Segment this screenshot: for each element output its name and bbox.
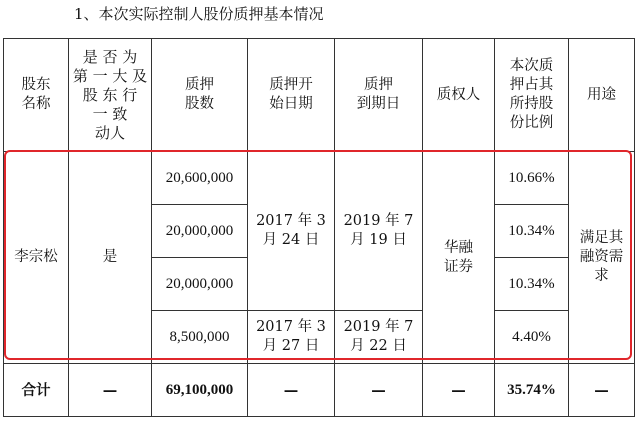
header-end-date: 质押 到期日 (335, 39, 423, 152)
header-row (4, 39, 635, 152)
ratio-cell: 10.34% (495, 258, 569, 311)
shares-cell: 8,500,000 (152, 311, 248, 364)
section-heading: 1、本次实际控制人股份质押基本情况 (74, 5, 324, 23)
total-row (4, 364, 635, 417)
header-pledgee: 质权人 (423, 39, 495, 152)
table-row (4, 152, 635, 205)
total-end-date: — (335, 364, 423, 417)
is-controller-cell: 是 (69, 152, 152, 364)
ratio-cell: 4.40% (495, 311, 569, 364)
pledge-table (3, 38, 635, 417)
total-label: 合计 (4, 364, 69, 417)
total-purpose: — (569, 364, 635, 417)
purpose-cell: 满足其 融资需 求 (569, 152, 635, 364)
header-shareholder: 股东 名称 (4, 39, 69, 152)
header-ratio: 本次质 押占其 所持股 份比例 (495, 39, 569, 152)
start-date-cell: 2017 年 3 月 27 日 (248, 311, 335, 364)
total-ratio: 35.74% (495, 364, 569, 417)
total-pledgee: — (423, 364, 495, 417)
total-is-controller: — (69, 364, 152, 417)
shareholder-cell: 李宗松 (4, 152, 69, 364)
shares-cell: 20,600,000 (152, 152, 248, 205)
header-start-date: 质押开 始日期 (248, 39, 335, 152)
header-purpose: 用途 (569, 39, 635, 152)
total-start-date: — (248, 364, 335, 417)
ratio-cell: 10.34% (495, 205, 569, 258)
shares-cell: 20,000,000 (152, 258, 248, 311)
total-shares: 69,100,000 (152, 364, 248, 417)
header-is-controller: 是 否 为 第 一 大 及 股 东 行 一 致 动人 (69, 39, 152, 152)
end-date-cell: 2019 年 7 月 22 日 (335, 311, 423, 364)
shares-cell: 20,000,000 (152, 205, 248, 258)
pledgee-cell: 华融 证券 (423, 152, 495, 364)
start-date-cell: 2017 年 3 月 24 日 (248, 152, 335, 311)
ratio-cell: 10.66% (495, 152, 569, 205)
header-pledged-shares: 质押 股数 (152, 39, 248, 152)
end-date-cell: 2019 年 7 月 19 日 (335, 152, 423, 311)
